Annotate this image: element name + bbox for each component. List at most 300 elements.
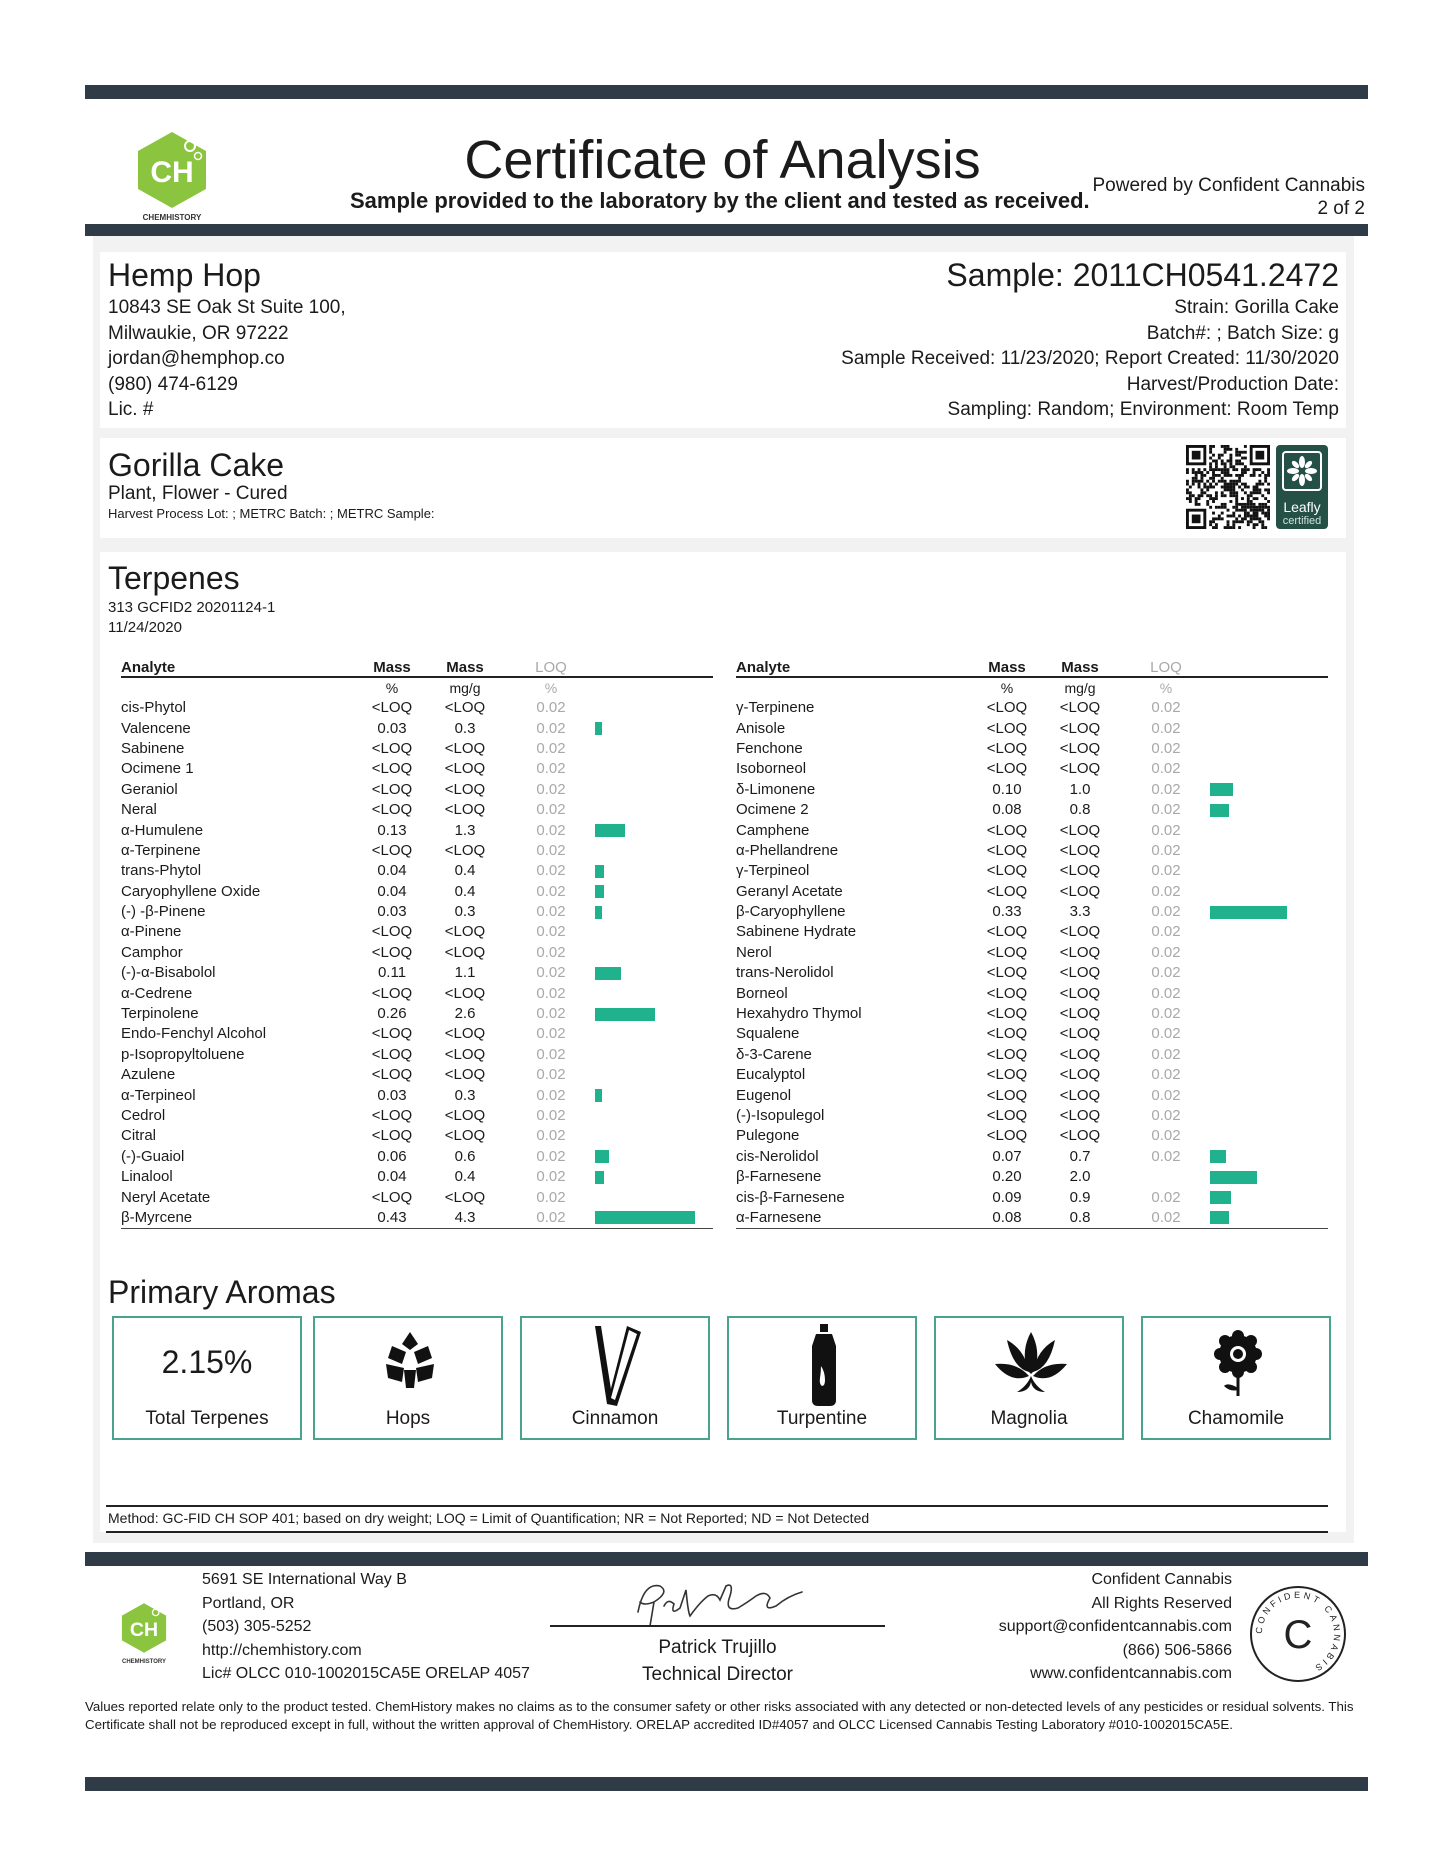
mass-pct: <LOQ [986, 739, 1028, 757]
lab-license: Lic# OLCC 010-1002015CA5E ORELAP 4057 [202, 1665, 530, 1682]
mass-mgg: <LOQ [444, 760, 486, 778]
loq-value: 0.02 [536, 801, 566, 819]
sample-info [841, 255, 1339, 423]
sample-dates: Sample Received: 11/23/2020; Report Created: 11/30/2020 [841, 348, 1339, 369]
analyte-name: cis-Phytol [121, 699, 187, 717]
table-row [121, 698, 713, 718]
loq-value: 0.02 [536, 1147, 566, 1165]
analyte-name: Geranyl Acetate [736, 882, 843, 900]
table-row [121, 759, 713, 779]
analyte-name: (-) -β-Pinene [121, 903, 206, 921]
loq-value: 0.02 [1151, 964, 1181, 982]
mass-pct: <LOQ [986, 964, 1028, 982]
cinnamon-icon [587, 1322, 647, 1412]
table-row [736, 698, 1328, 718]
bar-cell [1210, 882, 1328, 902]
table-row [736, 1126, 1328, 1146]
analyte-name: Anisole [736, 719, 786, 737]
method-rule-top [106, 1505, 1328, 1507]
mass-pct: <LOQ [986, 1066, 1028, 1084]
bar-cell [1210, 698, 1328, 718]
mass-pct: <LOQ [986, 760, 1028, 778]
col-mass-mgg: Mass [1038, 657, 1122, 677]
analyte-name: β-Myrcene [121, 1208, 361, 1229]
col-mass-mgg: Mass [423, 657, 507, 677]
mass-pct: <LOQ [371, 943, 413, 961]
terpenes-meta [108, 598, 275, 638]
mass-pct: <LOQ [371, 984, 413, 1002]
table-row [121, 780, 713, 800]
mass-mgg: 0.8 [1069, 801, 1091, 819]
unit-loq: % [544, 680, 558, 696]
concentration-bar-trans-phytol [595, 865, 604, 878]
mass-pct: <LOQ [371, 1025, 413, 1043]
concentration-bar-guaiol [595, 1150, 609, 1163]
analyte-name: cis-β-Farnesene [736, 1188, 845, 1206]
table-row [121, 718, 713, 738]
loq-value: 0.02 [1122, 1208, 1210, 1229]
table-row [736, 820, 1328, 840]
analyte-name: Camphene [736, 821, 810, 839]
mass-pct: <LOQ [986, 1005, 1028, 1023]
sample-id: Sample: 2011CH0541.2472 [946, 257, 1339, 293]
method-note: Method: GC-FID CH SOP 401; based on dry weight; LOQ = Limit of Quantification; NR = Not Reported; ND = Not Detected [108, 1510, 870, 1526]
table-row [121, 922, 713, 942]
terpenes-title: Terpenes [108, 560, 240, 596]
mass-pct: 0.11 [377, 964, 407, 982]
mass-pct: <LOQ [986, 841, 1028, 859]
cc-rights: All Rights Reserved [1091, 1594, 1232, 1612]
loq-value: 0.02 [536, 780, 566, 798]
table-row [121, 1065, 713, 1085]
leafly-label: Leafly [1283, 499, 1321, 515]
mass-mgg: 0.3 [454, 719, 476, 737]
bar-cell [595, 902, 713, 922]
loq-value: 0.02 [1151, 1086, 1181, 1104]
svg-text:CH: CH [150, 156, 194, 189]
col-mass-pct: Mass [361, 657, 423, 677]
analyte-name: Eugenol [736, 1086, 792, 1104]
bar-cell [595, 1085, 713, 1105]
mass-pct: 0.03 [377, 1086, 407, 1104]
analyte-name: α-Pinene [121, 923, 182, 941]
loq-value: 0.02 [536, 719, 566, 737]
bar-cell [595, 1024, 713, 1044]
bar-cell [1210, 1187, 1328, 1207]
table-row [736, 759, 1328, 779]
table-row [736, 1045, 1328, 1065]
bar-cell [595, 861, 713, 881]
analyte-name: (-)-Guaiol [121, 1147, 185, 1165]
top-border-bar [85, 85, 1368, 99]
bar-cell [595, 1126, 713, 1146]
mass-pct: 0.07 [992, 1147, 1022, 1165]
aroma-box-hops [313, 1316, 503, 1440]
concentration-bar-linalool [595, 1171, 604, 1184]
bar-cell [1210, 1024, 1328, 1044]
bar-cell [1210, 983, 1328, 1003]
mass-mgg: 0.9 [1069, 1188, 1091, 1206]
loq-value: 0.02 [536, 1127, 566, 1145]
loq-value: 0.02 [536, 841, 566, 859]
table-row [121, 1187, 713, 1207]
table-row [736, 861, 1328, 881]
loq-value: 0.02 [536, 1107, 566, 1124]
concentration-bar-farnesene [1210, 1171, 1257, 1184]
aroma-label: Magnolia [990, 1408, 1068, 1429]
mass-pct: 0.04 [377, 882, 407, 900]
qr-code-icon[interactable] [1186, 445, 1270, 534]
powered-by [1092, 174, 1365, 220]
mass-pct: <LOQ [986, 1086, 1028, 1104]
analyte-name: Cedrol [121, 1107, 166, 1124]
table-row [121, 841, 713, 861]
mass-mgg: <LOQ [1059, 984, 1101, 1002]
mass-pct: 0.04 [377, 862, 407, 880]
mass-pct: 0.06 [377, 1147, 407, 1165]
concentration-bar-cis-nerolidol [1210, 1150, 1226, 1163]
lab-phone: (503) 305-5252 [202, 1618, 312, 1635]
mass-pct: <LOQ [371, 1127, 413, 1145]
loq-value: 0.02 [507, 1208, 595, 1229]
loq-value: 0.02 [1151, 841, 1181, 859]
analyte-name: γ-Terpinene [736, 699, 815, 717]
mass-mgg: 1.0 [1069, 780, 1091, 798]
unit-mgg: mg/g [1064, 680, 1096, 696]
product-name: Gorilla Cake [108, 447, 285, 483]
bar-cell [1210, 820, 1328, 840]
bar-cell [1210, 1045, 1328, 1065]
client-license: Lic. # [108, 399, 154, 420]
loq-value: 0.02 [1151, 801, 1181, 819]
mass-mgg: <LOQ [444, 801, 486, 819]
mass-pct: 0.03 [377, 719, 407, 737]
bottom-border-bar [85, 1777, 1368, 1791]
mass-pct: 0.08 [992, 801, 1022, 819]
mass-pct: <LOQ [986, 719, 1028, 737]
table-row [736, 1187, 1328, 1207]
signature-line [550, 1625, 885, 1627]
aroma-box-cinnamon [520, 1316, 710, 1440]
concentration-bar-caryophyllene [1210, 906, 1287, 919]
mass-mgg: <LOQ [1059, 923, 1101, 941]
bar-cell [1210, 1167, 1328, 1187]
mass-pct: 0.08 [976, 1208, 1038, 1229]
col-loq: LOQ [1122, 657, 1210, 677]
cc-email[interactable]: support@confidentcannabis.com [998, 1618, 1232, 1635]
mass-pct: <LOQ [986, 699, 1028, 717]
loq-value: 0.02 [536, 903, 566, 921]
mass-pct: <LOQ [986, 984, 1028, 1002]
mass-mgg: <LOQ [1059, 943, 1101, 961]
aroma-box-turpentine [727, 1316, 917, 1440]
lab-website[interactable]: http://chemhistory.com [202, 1641, 362, 1659]
table-row [736, 780, 1328, 800]
mass-mgg: <LOQ [444, 1066, 486, 1084]
mass-mgg: <LOQ [444, 1107, 486, 1124]
mass-mgg: <LOQ [444, 699, 486, 717]
confident-cannabis-seal [1248, 1584, 1348, 1689]
mass-mgg: 1.3 [454, 821, 476, 839]
terpenes-date: 11/24/2020 [108, 619, 182, 636]
loq-value: 0.02 [1151, 719, 1181, 737]
bar-cell [1210, 922, 1328, 942]
mass-mgg: <LOQ [1059, 1005, 1101, 1023]
mass-pct: <LOQ [371, 841, 413, 859]
concentration-bar-farnesene [1210, 1211, 1229, 1224]
loq-value: 0.02 [1151, 923, 1181, 941]
mass-mgg: 0.4 [454, 862, 476, 880]
mass-pct: 0.13 [377, 821, 407, 839]
analyte-name: Endo-Fenchyl Alcohol [121, 1025, 267, 1043]
loq-value: 0.02 [1151, 1188, 1181, 1206]
table-row [121, 820, 713, 840]
mass-pct: <LOQ [371, 1045, 413, 1063]
page-title: Certificate of Analysis [464, 130, 981, 190]
loq-value: 0.02 [536, 1066, 566, 1084]
bar-cell [595, 1004, 713, 1024]
bar-cell [595, 882, 713, 902]
client-name: Hemp Hop [108, 257, 261, 293]
concentration-bar-caryophyllene-oxide [595, 885, 604, 898]
mass-mgg: <LOQ [444, 739, 486, 757]
bar-cell [595, 739, 713, 759]
mass-pct: <LOQ [371, 780, 413, 798]
unit-pct: % [1000, 680, 1014, 696]
aroma-label: Cinnamon [571, 1408, 659, 1429]
bar-cell [595, 698, 713, 718]
mass-mgg: <LOQ [1059, 862, 1101, 880]
mass-pct: <LOQ [986, 1127, 1028, 1145]
loq-value: 0.02 [1151, 1107, 1181, 1124]
table-row [736, 963, 1328, 983]
mass-pct: 0.10 [992, 780, 1022, 798]
loq-value: 0.02 [1151, 821, 1181, 839]
analyte-name: δ-3-Carene [736, 1045, 812, 1063]
bar-cell [1210, 1147, 1328, 1167]
product-type: Plant, Flower - Cured [108, 483, 288, 504]
mass-mgg: <LOQ [1059, 719, 1101, 737]
mass-mgg: <LOQ [1059, 760, 1101, 778]
disclaimer: Values reported relate only to the product tested. ChemHistory makes no claims as to the consumer safety or other risks associated with any detected or non-detected levels of any pesticides or residual solvents. This Certificate shall not be reproduced except in full, without the written approval of ChemHistory. ORELAP accredited ID#4057 and OLCC Licensed Cannabis Testing Laboratory #010-1002015CA5E. [85, 1699, 1354, 1732]
table-row [736, 1024, 1328, 1044]
product-lot: Harvest Process Lot: ; METRC Batch: ; METRC Sample: [108, 506, 435, 521]
mass-pct: 0.20 [992, 1168, 1022, 1186]
bar-cell [1210, 1085, 1328, 1105]
table-row [121, 943, 713, 963]
analyte-name: Borneol [736, 984, 788, 1002]
bar-cell [1210, 902, 1328, 922]
mass-pct: <LOQ [371, 739, 413, 757]
loq-value: 0.02 [536, 739, 566, 757]
svg-text:CH: CH [129, 1618, 159, 1641]
analyte-name: Neryl Acetate [121, 1188, 211, 1206]
analyte-name: Geraniol [121, 780, 178, 798]
client-email: jordan@hemphop.co [108, 348, 285, 369]
loq-value: 0.02 [1151, 1127, 1181, 1145]
footer-top-bar [85, 1552, 1368, 1566]
bar-cell [595, 1045, 713, 1065]
terpenes-instrument: 313 GCFID2 20201124-1 [108, 599, 276, 616]
mass-mgg: <LOQ [1059, 882, 1101, 900]
loq-value: 0.02 [1151, 862, 1181, 880]
analyte-name: Sabinene Hydrate [736, 923, 857, 941]
table-row [121, 1126, 713, 1146]
mass-mgg: <LOQ [1059, 699, 1101, 717]
concentration-bar-bisabolol [595, 967, 621, 980]
footer-logo-caption: CHEMHISTORY [121, 1659, 166, 1665]
table-row [121, 739, 713, 759]
mass-mgg: <LOQ [444, 1045, 486, 1063]
analyte-name: α-Farnesene [736, 1208, 976, 1229]
client-address-1: 10843 SE Oak St Suite 100, [108, 297, 346, 318]
bar-cell [595, 1167, 713, 1187]
mass-pct: 0.03 [377, 903, 407, 921]
mass-mgg: <LOQ [444, 943, 486, 961]
loq-value: 0.02 [1151, 1066, 1181, 1084]
concentration-bar-ocimene-2 [1210, 804, 1229, 817]
loq-value: 0.02 [1151, 760, 1181, 778]
bar-cell [595, 759, 713, 779]
loq-value: 0.02 [536, 943, 566, 961]
analyte-name: α-Phellandrene [736, 841, 839, 859]
table-row [121, 861, 713, 881]
chamomile-icon [1208, 1326, 1268, 1406]
mass-mgg: 0.8 [1038, 1208, 1122, 1229]
loq-value: 0.02 [1151, 903, 1181, 921]
logo-caption: CHEMHISTORY [142, 213, 202, 222]
bar-cell [595, 1147, 713, 1167]
analyte-name: α-Humulene [121, 821, 204, 839]
loq-value: 0.02 [536, 1086, 566, 1104]
sample-batch: Batch#: ; Batch Size: g [1146, 322, 1339, 344]
mass-mgg: 0.7 [1069, 1147, 1091, 1165]
concentration-bar-humulene [595, 824, 625, 837]
cc-phone: (866) 506-5866 [1122, 1641, 1232, 1659]
bar-cell [1210, 861, 1328, 881]
unit-loq: % [1159, 680, 1173, 696]
loq-value: 0.02 [1151, 984, 1181, 1002]
mass-mgg: 1.1 [454, 964, 476, 982]
analyte-name: Valencene [121, 719, 191, 737]
total-terpenes-label: Total Terpenes [145, 1408, 269, 1429]
product-info [108, 446, 435, 524]
bar-cell [1210, 1208, 1328, 1229]
mass-mgg: <LOQ [1059, 1025, 1101, 1043]
bar-cell [1210, 1065, 1328, 1085]
lab-address [202, 1568, 530, 1686]
analyte-name: β-Farnesene [736, 1168, 822, 1186]
loq-value: 0.02 [536, 882, 566, 900]
loq-value: 0.02 [536, 699, 566, 717]
loq-value: 0.02 [536, 821, 566, 839]
terpenes-table-right [736, 657, 1328, 1229]
loq-value: 0.02 [1151, 1147, 1181, 1165]
footer-chemhistory-logo [118, 1602, 170, 1665]
loq-value: 0.02 [1151, 780, 1181, 798]
analyte-name: Caryophyllene Oxide [121, 882, 261, 900]
cc-website[interactable]: www.confidentcannabis.com [1030, 1665, 1232, 1682]
analyte-name: Camphor [121, 943, 183, 961]
client-info [108, 255, 346, 423]
mass-pct: <LOQ [371, 1066, 413, 1084]
loq-value: 0.02 [536, 862, 566, 880]
sample-strain: Strain: Gorilla Cake [1174, 297, 1339, 318]
mass-mgg: <LOQ [444, 923, 486, 941]
table-row [121, 1147, 713, 1167]
page-number: 2 of 2 [1317, 198, 1365, 219]
table-row [121, 800, 713, 820]
analyte-name: Nerol [736, 943, 772, 961]
bar-cell [595, 943, 713, 963]
analyte-name: Eucalyptol [736, 1066, 806, 1084]
signer-block [550, 1634, 885, 1688]
mass-mgg: <LOQ [444, 841, 486, 859]
mass-pct: 0.26 [377, 1005, 407, 1023]
method-rule-bottom [106, 1531, 1328, 1533]
mass-mgg: <LOQ [1059, 1045, 1101, 1063]
concentration-bar-limonene [1210, 783, 1233, 796]
col-bar [1210, 657, 1328, 677]
concentration-bar-terpinolene [595, 1008, 655, 1021]
analyte-name: α-Terpineol [121, 1086, 196, 1104]
table-row [736, 1208, 1328, 1229]
signer-title: Technical Director [642, 1664, 793, 1685]
table-row [736, 739, 1328, 759]
loq-value: 0.02 [1151, 699, 1181, 717]
lab-street: 5691 SE International Way B [202, 1571, 407, 1588]
mass-mgg: <LOQ [444, 1127, 486, 1145]
table-row [736, 1147, 1328, 1167]
mass-pct: <LOQ [986, 862, 1028, 880]
page-subtitle: Sample provided to the laboratory by the client and tested as received. [350, 188, 1090, 213]
loq-value: 0.02 [536, 1045, 566, 1063]
table-row [736, 1085, 1328, 1105]
signer-name: Patrick Trujillo [658, 1637, 777, 1658]
leafly-badge [1276, 445, 1328, 529]
mass-mgg: <LOQ [1059, 841, 1101, 859]
bar-cell [595, 983, 713, 1003]
mass-mgg: 0.4 [454, 1168, 476, 1186]
mass-mgg: <LOQ [444, 984, 486, 1002]
bar-cell [595, 800, 713, 820]
client-address-2: Milwaukie, OR 97222 [108, 322, 289, 344]
signature-image [630, 1572, 810, 1637]
mass-mgg: 2.6 [454, 1005, 476, 1023]
table-row [121, 963, 713, 983]
table-row [121, 902, 713, 922]
turpentine-icon [794, 1322, 854, 1412]
bar-cell [1210, 739, 1328, 759]
cc-name: Confident Cannabis [1091, 1571, 1232, 1588]
hops-icon [380, 1328, 440, 1398]
analyte-name: Neral [121, 801, 157, 819]
unit-pct: % [385, 680, 399, 696]
analyte-name: trans-Phytol [121, 862, 202, 880]
mass-mgg: <LOQ [1059, 964, 1101, 982]
leafly-flower-icon [1276, 445, 1328, 495]
table-row [121, 983, 713, 1003]
aromas-title: Primary Aromas [108, 1274, 336, 1310]
bar-cell [595, 1208, 713, 1229]
mass-pct: <LOQ [371, 760, 413, 778]
analyte-name: Sabinene [121, 739, 185, 757]
mass-mgg: <LOQ [1059, 821, 1101, 839]
analyte-name: Azulene [121, 1066, 176, 1084]
loq-value: 0.02 [536, 923, 566, 941]
mass-mgg: <LOQ [444, 1188, 486, 1206]
unit-mgg: mg/g [449, 680, 481, 696]
